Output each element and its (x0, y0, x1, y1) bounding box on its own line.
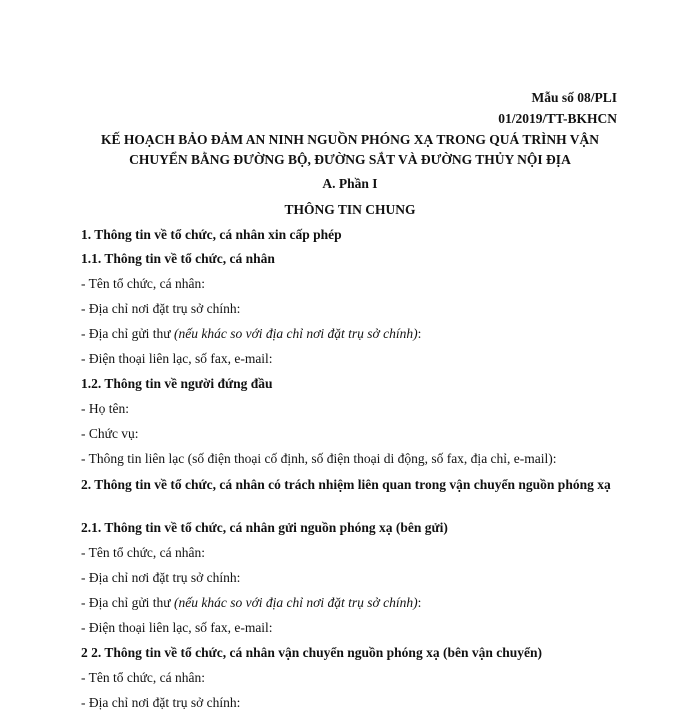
mail-note: (nếu khác so với địa chỉ nơi đặt trụ sở chính) (174, 326, 418, 341)
org-mail-field (81, 325, 621, 343)
mail-label: - Địa chỉ gửi thư (81, 595, 174, 610)
sender-address-field: - Địa chỉ nơi đặt trụ sở chính: (81, 570, 241, 585)
sender-mail-field (81, 594, 621, 612)
section-2-1-heading: 2.1. Thông tin về tổ chức, cá nhân gửi nguồn phóng xạ (bên gửi) (81, 520, 448, 535)
section-1-2-heading: 1.2. Thông tin về người đứng đầu (81, 376, 273, 391)
head-fullname-field: - Họ tên: (81, 401, 129, 416)
form-number (498, 87, 617, 129)
head-contact-field: - Thông tin liên lạc (số điện thoại cố định, số điện thoại di động, số fax, địa chỉ, e-mail): (81, 451, 557, 466)
title-line2: CHUYỂN BẰNG ĐƯỜNG BỘ, ĐƯỜNG SẮT VÀ ĐƯỜNG THỦY NỘI ĐỊA (129, 152, 571, 167)
form-number-line2: 01/2019/TT-BKHCN (498, 111, 617, 126)
title-line1: KẾ HOẠCH BẢO ĐẢM AN NINH NGUỒN PHÓNG XẠ TRONG QUÁ TRÌNH VẬN (100, 132, 600, 147)
head-position-field: - Chức vụ: (81, 426, 139, 441)
org-address-field: - Địa chỉ nơi đặt trụ sở chính: (81, 301, 241, 316)
document-title (80, 130, 620, 170)
section-2-2-heading: 2 2. Thông tin về tổ chức, cá nhân vận chuyển nguồn phóng xạ (bên vận chuyển) (81, 645, 542, 660)
form-number-line1: Mẫu số 08/PLI (531, 90, 617, 105)
mail-note: (nếu khác so với địa chỉ nơi đặt trụ sở chính) (174, 595, 418, 610)
section-1-heading: 1. Thông tin về tổ chức, cá nhân xin cấp phép (81, 227, 342, 242)
mail-colon: : (417, 595, 422, 610)
org-contact-field: - Điện thoại liên lạc, số fax, e-mail: (81, 351, 273, 366)
part-label: A. Phần I (322, 176, 378, 191)
carrier-address-field: - Địa chỉ nơi đặt trụ sở chính: (81, 695, 241, 710)
mail-label: - Địa chỉ gửi thư (81, 326, 174, 341)
part-title: THÔNG TIN CHUNG (284, 202, 416, 217)
section-2-heading: 2. Thông tin về tổ chức, cá nhân có trách nhiệm liên quan trong vận chuyển nguồn phóng xạ (81, 477, 611, 492)
carrier-name-field: - Tên tổ chức, cá nhân: (81, 670, 206, 685)
org-name-field: - Tên tổ chức, cá nhân: (81, 276, 206, 291)
sender-name-field: - Tên tổ chức, cá nhân: (81, 545, 206, 560)
sender-contact-field: - Điện thoại liên lạc, số fax, e-mail: (81, 620, 273, 635)
section-1-1-heading: 1.1. Thông tin về tổ chức, cá nhân (81, 251, 275, 266)
mail-colon: : (417, 326, 422, 341)
